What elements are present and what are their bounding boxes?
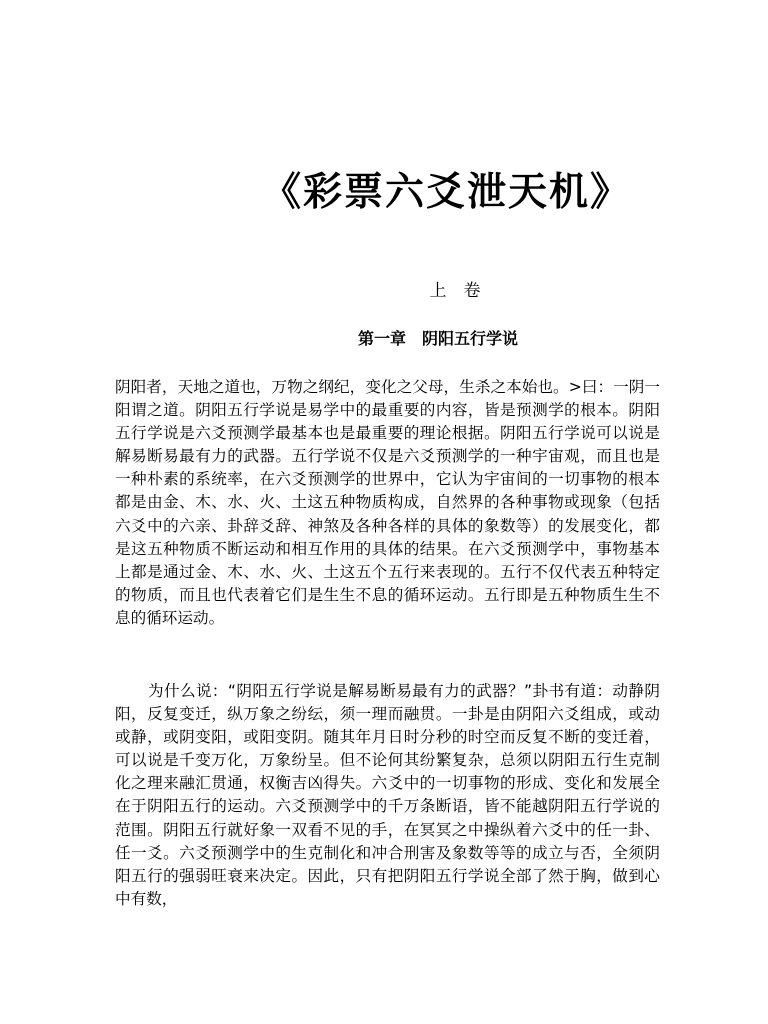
book-title: 《彩票六爻泄天机》 <box>262 169 632 215</box>
paragraph-2: 为什么说：“阴阳五行学说是解易断易最有力的武器？”卦书有道：动静阴阳，反复变迁，纵万象之纷纭，须一理而融贯。一卦是由阴阳六爻组成，或动或静，或阴变阳，或阳变阴。随其年月日时分秒的时空而反复不断的变迁着，可以说是千变万化，万象纷呈。但不论何其纷繁复杂，总须以阴阳五行生克制化之理来融汇贯通，权衡吉凶得失。六爻中的一切事物的形成、变化和发展全在于阴阳五行的运动。六爻预测学中的千万条断语，皆不能越阴阳五行学说的范围。阴阳五行就好象一双看不见的手，在冥冥之中操纵着六爻中的任一卦、任一爻。六爻预测学中的生克制化和冲合刑害及象数等等的成立与否，全须阴阳五行的强弱旺衰来决定。因此，只有把阴阳五行学说全部了然于胸，做到心中有数， <box>115 682 660 908</box>
paragraph-1: 阴阳者，天地之道也，万物之纲纪，变化之父母，生杀之本始也。>曰：一阴一阳谓之道。阴阳五行学说是易学中的最重要的内容，皆是预测学的根本。阴阳五行学说是六爻预测学最基本也是最重要的理论根据。阴阳五行学说可以说是解易断易最有力的武器。五行学说不仅是六爻预测学的一种宇宙观，而且也是一种朴素的系统率，在六爻预测学的世界中，它认为宇宙间的一切事物的根本都是由金、木、水、火、土这五种物质构成，自然界的各种事物或现象（包括六爻中的六亲、卦辞爻辞、神煞及各种各样的具体的象数等）的发展变化，都是这五种物质不断运动和相互作用的具体的结果。在六爻预测学中，事物基本上都是通过金、木、水、火、土这五个五行来表现的。五行不仅代表五种特定的物质，而且也代表着它们是生生不息的循环运动。五行即是五种物质生生不息的循环运动。 <box>115 378 660 627</box>
volume-label: 上 卷 <box>429 281 481 301</box>
chapter-heading: 第一章 阴阳五行学说 <box>358 329 519 348</box>
